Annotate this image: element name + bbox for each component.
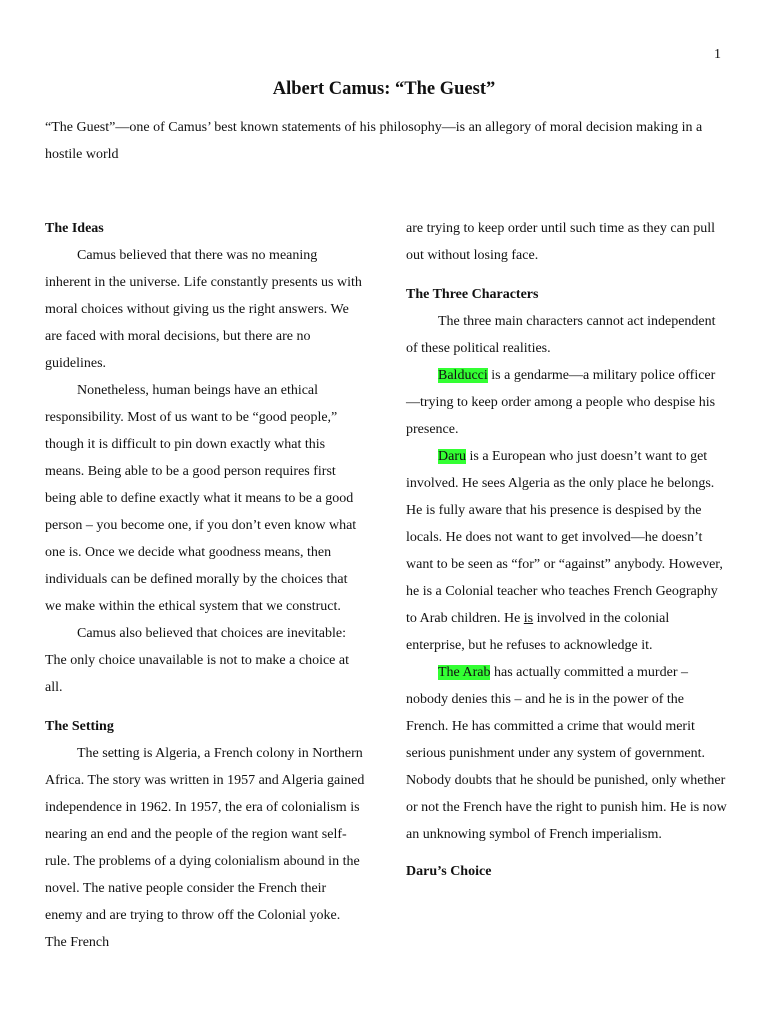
daru-choice-heading: Daru’s Choice (406, 864, 492, 879)
balducci-description: is a gendarme—a military police officer—trying to keep order among a people who despise his presence. (406, 368, 716, 437)
daru-paragraph (406, 443, 728, 659)
arab-paragraph (406, 659, 728, 848)
daru-underlined-word: is (523, 611, 534, 626)
arab-highlight: The Arab (438, 665, 491, 680)
left-column (45, 215, 365, 956)
setting-heading: The Setting (45, 719, 114, 734)
ideas-paragraph-3: Camus also believed that choices are inevitable: The only choice unavailable is not to make a choice at all. (45, 626, 349, 695)
ideas-paragraph-2: Nonetheless, human beings have an ethical responsibility. Most of us want to be “good people,” though it is difficult to pin down exactly what this means. Being able to be a good person requires first being able to define exactly what it means to be a good person – you become one, if you don’t even know what one is. Once we decide what goodness means, then individuals can be defined morally by the choices that we make within the ethical system that we construct. (45, 383, 357, 614)
page-number: 1 (714, 47, 721, 62)
document-title: Albert Camus: “The Guest” (272, 79, 496, 99)
daru-description-b: involved in the colonial enterprise, but he refuses to acknowledge it. (406, 611, 670, 653)
characters-heading: The Three Characters (406, 287, 539, 302)
balducci-paragraph (406, 362, 728, 443)
daru-description-a: is a European who just doesn’t want to get involved. He sees Algeria as the only place he belongs. He is fully aware that his presence is despised by the locals. He does not want to get involved—he doesn’t want to be seen as “for” or “against” anybody. However, he is a Colonial teacher who teaches French Geography to Arab children. He (406, 449, 723, 626)
setting-continuation: are trying to keep order until such time as they can pull out without losing face. (406, 221, 716, 263)
ideas-heading: The Ideas (45, 221, 104, 236)
arab-description: has actually committed a murder – nobody denies this – and he is in the power of the French. He has committed a crime that would merit serious punishment under any system of government. Nobody doubts that he should be punished, only whether or not the French have the right to punish him. He is now an unknowing symbol of French imperialism. (406, 665, 727, 842)
intro-paragraph: “The Guest”—one of Camus’ best known statements of his philosophy—is an allegory of moral decision making in a hostile world (45, 120, 703, 162)
daru-highlight: Daru (438, 449, 466, 464)
ideas-paragraph-1: Camus believed that there was no meaning inherent in the universe. Life constantly presents us with moral choices without giving us the right answers. We are faced with moral decisions, but there are no guidelines. (45, 248, 362, 371)
characters-intro: The three main characters cannot act independent of these political realities. (406, 314, 716, 356)
balducci-highlight: Balducci (438, 368, 488, 383)
setting-paragraph: The setting is Algeria, a French colony in Northern Africa. The story was written in 1957 and Algeria gained independence in 1962. In 1957, the era of colonialism is nearing an end and the people of the region want self-rule. The problems of a dying colonialism abound in the novel. The native people consider the French their enemy and are trying to throw off the Colonial yoke. The French (45, 746, 365, 950)
right-column (406, 215, 728, 885)
